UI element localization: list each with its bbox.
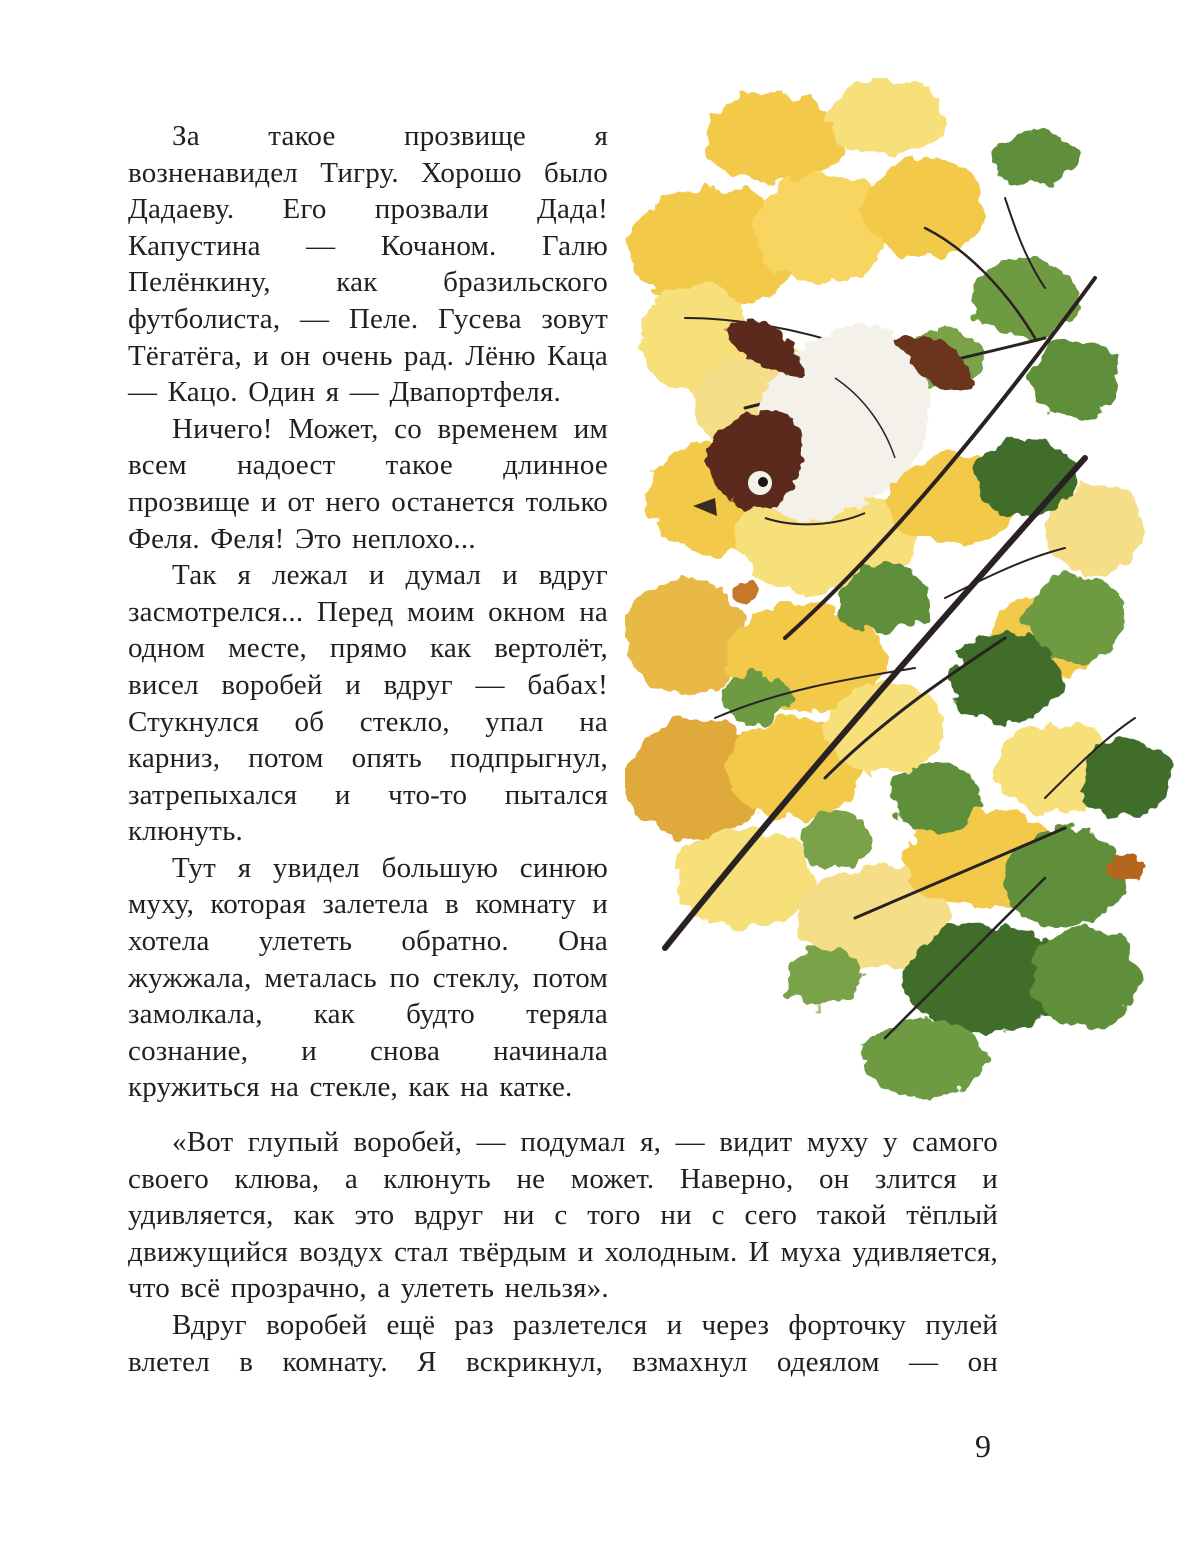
paragraph: Вдруг воробей ещё раз разлетелся и через форточку пулей влетел в комнату. Я вскрикнул, взмахнул одеялом — он <box>128 1308 998 1378</box>
sparrow-in-foliage-illustration <box>625 78 1181 1128</box>
paragraph: Так я лежал и думал и вдруг засмотрелся... Перед моим окном на одном месте, прямо как вертолёт, висел воробей и вдруг — бабах! Стукнулся об стекло, упал на карниз, потом опять подпрыгнул, затрепыхался и что-то пытался клюнуть. <box>128 559 608 848</box>
paragraph: За такое прозвище я возненавидел Тигру. Хорошо было Дадаеву. Его прозвали Дада! Капустина — Кочаном. Галю Пелёнкину, как бразильского футболиста, — Пеле. Гусева зовут Тёгатёга, и он очень рад. Лёню Каца — Кацо. Один я — Двапортфеля. <box>128 120 608 409</box>
wide-text-column <box>128 1124 998 1380</box>
page-number: 9 <box>975 1428 991 1464</box>
narrow-text-column <box>128 118 608 1106</box>
paragraph: Ничего! Может, со временем им всем надоест такое длинное прозвище и от него останется только Феля. Феля! Это неплохо... <box>128 412 608 555</box>
illustration-canvas <box>625 78 1181 1128</box>
paragraph: «Вот глупый воробей, — подумал я, — видит муху у самого своего клюва, а клюнуть не может. Наверно, он злится и удивляется, как это вдруг ни с того ни с сего такой тёплый движущийся воздух стал твёрдым и холодным. И муха удивляется, что всё прозрачно, а улететь нельзя». <box>128 1126 998 1305</box>
paragraph: Тут я увидел большую синюю муху, которая залетела в комнату и хотела улететь обратно. Она жужжала, металась по стеклу, потом замолкала, как будто теряла сознание, и снова начинала кружиться на стекле, как на катке. <box>128 851 608 1104</box>
